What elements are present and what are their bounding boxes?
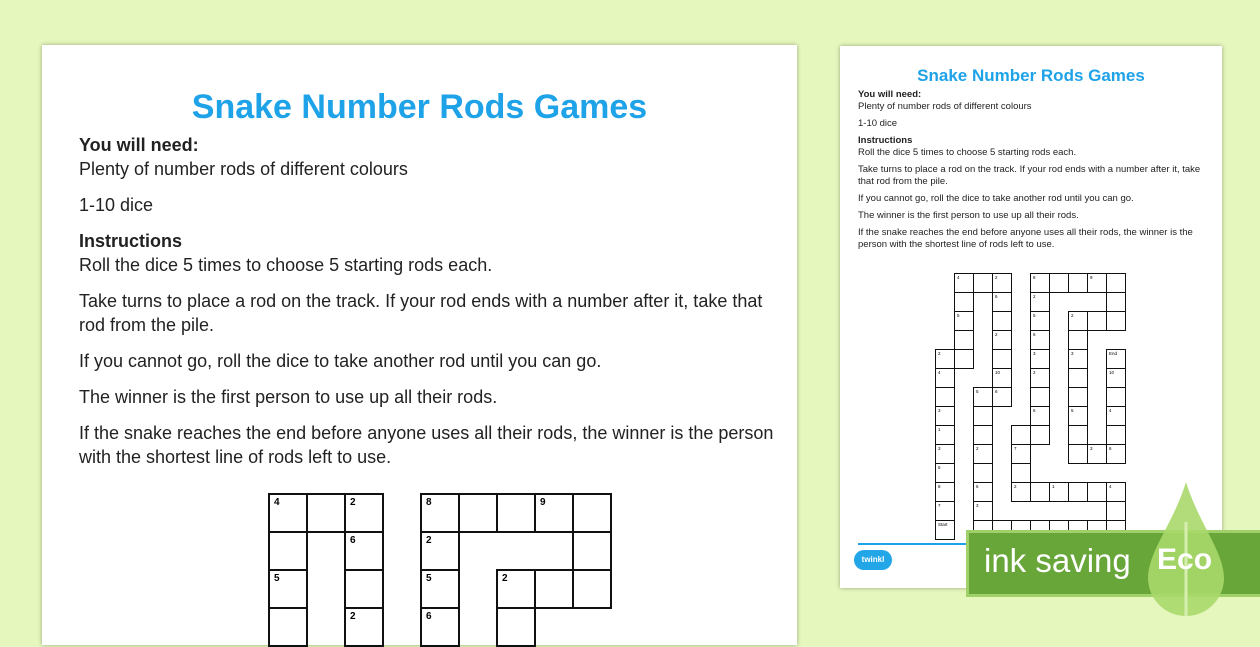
need-item: Plenty of number rods of different colours — [858, 101, 1032, 112]
track-cell — [1087, 311, 1107, 331]
track-cell: 7 — [1011, 444, 1031, 464]
track-cell: 4 — [954, 273, 974, 293]
track-cell — [1087, 482, 1107, 502]
track-cell: 9 — [534, 493, 574, 533]
track-cell — [496, 607, 536, 647]
track-cell — [1011, 425, 1031, 445]
track-cell: 10 — [992, 368, 1012, 388]
track-cell — [973, 406, 993, 426]
track-cell — [1068, 425, 1088, 445]
track-cell: 3 — [1068, 349, 1088, 369]
track-cell: 5 — [1068, 406, 1088, 426]
track-cell — [973, 273, 993, 293]
track-cell: 6 — [973, 482, 993, 502]
track-cell: 3 — [973, 501, 993, 521]
track-cell — [954, 292, 974, 312]
track-cell: 8 — [1030, 273, 1050, 293]
track-cell: 1 — [935, 425, 955, 445]
twinkl-logo: twinkl — [854, 550, 892, 570]
track-cell — [1068, 482, 1088, 502]
track-cell: 2 — [992, 330, 1012, 350]
track-cell: 6 — [992, 292, 1012, 312]
document-preview-large — [42, 45, 797, 645]
instruction: If you cannot go, roll the dice to take another rod until you can go. — [858, 193, 1134, 204]
track-cell — [1068, 330, 1088, 350]
track-cell — [1106, 311, 1126, 331]
track-cell: 6 — [1106, 444, 1126, 464]
track-cell — [1049, 273, 1069, 293]
track-cell: 5 — [1030, 311, 1050, 331]
track-cell: 2 — [1011, 482, 1031, 502]
track-cell: 5 — [954, 311, 974, 331]
track-cell: 3 — [1030, 349, 1050, 369]
track-cell — [1030, 482, 1050, 502]
track-cell — [935, 387, 955, 407]
instructions-heading: Instructions — [79, 231, 183, 251]
track-cell — [496, 493, 536, 533]
instruction: Roll the dice 5 times to choose 5 starting rods each. — [79, 255, 493, 275]
need-item: Plenty of number rods of different colours — [79, 159, 408, 179]
track-cell: 9 — [1087, 273, 1107, 293]
document-title: Snake Number Rods Games — [191, 88, 648, 126]
track-cell: 2 — [344, 493, 384, 533]
document-body — [79, 133, 779, 481]
track-cell: Start — [935, 520, 955, 540]
track-cell — [992, 349, 1012, 369]
track-cell: 1 — [1049, 482, 1069, 502]
need-item: 1-10 dice — [79, 195, 154, 215]
track-cell: 4 — [935, 368, 955, 388]
track-cell: 6 — [1030, 406, 1050, 426]
track-cell: 2 — [496, 569, 536, 609]
track-cell — [973, 463, 993, 483]
track-cell: 6 — [992, 387, 1012, 407]
track-cell — [268, 607, 308, 647]
instruction: If you cannot go, roll the dice to take another rod until you can go. — [79, 351, 602, 371]
document-title: Snake Number Rods Games — [917, 66, 1145, 85]
track-cell — [1068, 273, 1088, 293]
instruction: Take turns to place a rod on the track. If your rod ends with a number after it, take that rod from the pile. — [79, 291, 763, 335]
track-cell: 10 — [1106, 368, 1126, 388]
document-body — [858, 89, 1210, 256]
track-cell: 2 — [1030, 368, 1050, 388]
need-item: 1-10 dice — [858, 118, 898, 129]
ink-saving-label: ink saving — [984, 542, 1131, 579]
track-cell — [458, 493, 498, 533]
track-cell — [344, 569, 384, 609]
eco-label: Eco — [1157, 543, 1213, 576]
track-cell: 5 — [973, 387, 993, 407]
track-cell: 5 — [420, 569, 460, 609]
instructions-heading: Instructions — [858, 135, 913, 146]
track-cell: 8 — [935, 482, 955, 502]
track-cell: 2 — [344, 607, 384, 647]
track-cell — [572, 569, 612, 609]
instruction: The winner is the first person to use up all their rods. — [858, 210, 1079, 221]
track-cell: 3 — [1087, 444, 1107, 464]
track-cell — [1106, 292, 1126, 312]
track-cell: 4 — [1106, 482, 1126, 502]
track-cell: 7 — [935, 501, 955, 521]
track-cell — [1106, 387, 1126, 407]
track-cell — [1068, 444, 1088, 464]
track-cell — [1030, 425, 1050, 445]
track-cell — [1030, 387, 1050, 407]
you-will-need-heading: You will need: — [79, 135, 199, 155]
you-will-need-heading: You will need: — [858, 89, 922, 100]
track-cell: 2 — [420, 531, 460, 571]
instruction: If the snake reaches the end before anyone uses all their rods, the winner is the person with the shortest line of rods left to use. — [79, 423, 774, 467]
track-cell: End — [1106, 349, 1126, 369]
track-cell: 5 — [935, 463, 955, 483]
track-cell — [534, 569, 574, 609]
track-cell: 6 — [344, 531, 384, 571]
instruction: The winner is the first person to use up all their rods. — [79, 387, 498, 407]
track-cell — [1068, 368, 1088, 388]
track-cell: 4 — [268, 493, 308, 533]
track-cell: 5 — [268, 569, 308, 609]
track-cell — [1106, 273, 1126, 293]
track-cell — [572, 493, 612, 533]
track-cell — [268, 531, 308, 571]
track-cell: 3 — [935, 406, 955, 426]
instruction: If the snake reaches the end before anyone uses all their rods, the winner is the person with the shortest line of rods left to use. — [858, 227, 1193, 250]
instruction: Take turns to place a rod on the track. If your rod ends with a number after it, take that rod from the pile. — [858, 164, 1201, 187]
track-cell — [992, 311, 1012, 331]
track-cell — [954, 330, 974, 350]
track-cell — [973, 425, 993, 445]
track-cell: 2 — [1068, 311, 1088, 331]
track-cell: 6 — [420, 607, 460, 647]
track-cell: 2 — [992, 273, 1012, 293]
track-cell: 4 — [1106, 406, 1126, 426]
track-cell: 2 — [973, 444, 993, 464]
track-cell — [1106, 425, 1126, 445]
track-cell — [954, 349, 974, 369]
track-cell: 3 — [935, 444, 955, 464]
track-cell: 6 — [1030, 330, 1050, 350]
track-cell — [1068, 387, 1088, 407]
instruction: Roll the dice 5 times to choose 5 starting rods each. — [858, 147, 1077, 158]
track-cell — [572, 531, 612, 571]
track-cell — [1106, 501, 1126, 521]
track-cell: 8 — [420, 493, 460, 533]
track-cell: 2 — [1030, 292, 1050, 312]
track-cell — [306, 493, 346, 533]
track-cell — [1011, 463, 1031, 483]
track-cell: 2 — [935, 349, 955, 369]
